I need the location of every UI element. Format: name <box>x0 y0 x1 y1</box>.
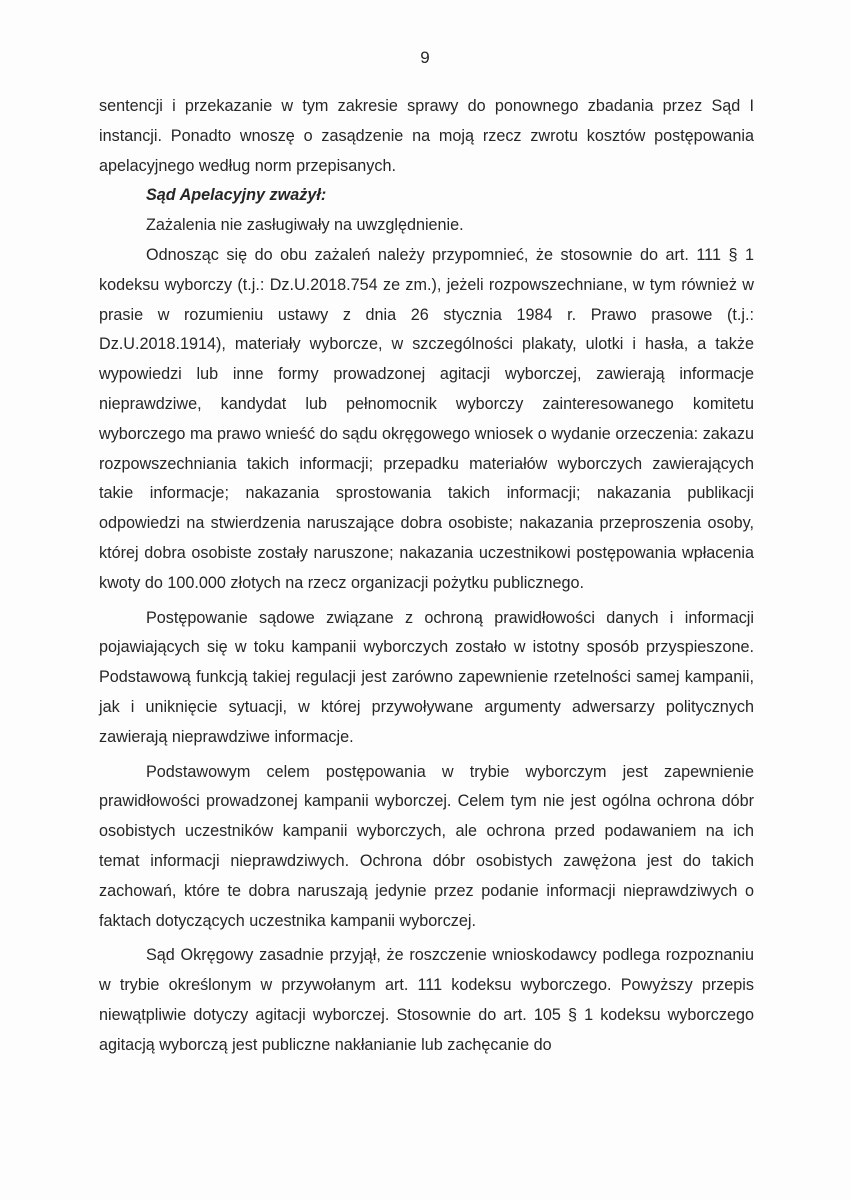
paragraph: Postępowanie sądowe związane z ochroną prawidłowości danych i informacji pojawiających się w toku kampanii wyborczych zostało w istotny sposób przyspieszone. Podstawową funkcją takiej regulacji jest zarówno zapewnienie rzetelności samej kampanii, jak i uniknięcie sytuacji, w której przywoływane argumenty adwersarzy politycznych zawierają nieprawdziwe informacje. <box>99 608 754 746</box>
page-number: 9 <box>420 48 430 67</box>
paragraph: Zażalenia nie zasługiwały na uwzględnienie. <box>146 216 464 235</box>
document-body <box>99 92 754 1061</box>
paragraph: Odnosząc się do obu zażaleń należy przypomnieć, że stosownie do art. 111 § 1 kodeksu wyborczy (t.j.: Dz.U.2018.754 ze zm.), jeżeli rozpowszechniane, w tym również w prasie w rozumieniu ustawy z dnia 26 stycznia 1984 r. Prawo prasowe (t.j.: Dz.U.2018.1914), materiały wyborcze, w szczególności plakaty, ulotki i hasła, a także wypowiedzi lub inne formy prowadzonej agitacji wyborczej, zawierają informacje nieprawdziwe, kandydat lub pełnomocnik wyborczy zainteresowanego komitetu wyborczego ma prawo wnieść do sądu okręgowego wniosek o wydanie orzeczenia: zakazu rozpowszechniania takich informacji; przepadku materiałów wyborczych zawierających takie informacje; nakazania sprostowania takich informacji; nakazania publikacji odpowiedzi na stwierdzenia naruszające dobra osobiste; nakazania przeproszenia osoby, której dobra osobiste zostały naruszone; nakazania uczestnikowi postępowania wpłacenia kwoty do 100.000 złotych na rzecz organizacji pożytku publicznego. <box>99 245 754 592</box>
section-heading: Sąd Apelacyjny zważył: <box>146 186 327 205</box>
paragraph-continuation: sentencji i przekazanie w tym zakresie sprawy do ponownego zbadania przez Sąd I instancji. Ponadto wnoszę o zasądzenie na moją rzecz zwrotu kosztów postępowania apelacyjnego według norm przepisanych. <box>99 97 754 175</box>
paragraph: Podstawowym celem postępowania w trybie wyborczym jest zapewnienie prawidłowości prowadzonej kampanii wyborczej. Celem tym nie jest ogólna ochrona dóbr osobistych uczestników kampanii wyborczych, ale ochrona przed podawaniem na ich temat informacji nieprawdziwych. Ochrona dóbr osobistych zawężona jest do takich zachowań, które te dobra naruszają jedynie przez podanie informacji nieprawdziwych o faktach dotyczących uczestnika kampanii wyborczej. <box>99 762 754 930</box>
paragraph: Sąd Okręgowy zasadnie przyjął, że roszczenie wnioskodawcy podlega rozpoznaniu w trybie określonym w przywołanym art. 111 kodeksu wyborczego. Powyższy przepis niewątpliwie dotyczy agitacji wyborczej. Stosownie do art. 105 § 1 kodeksu wyborczego agitacją wyborczą jest publiczne nakłanianie lub zachęcanie do <box>99 946 754 1054</box>
